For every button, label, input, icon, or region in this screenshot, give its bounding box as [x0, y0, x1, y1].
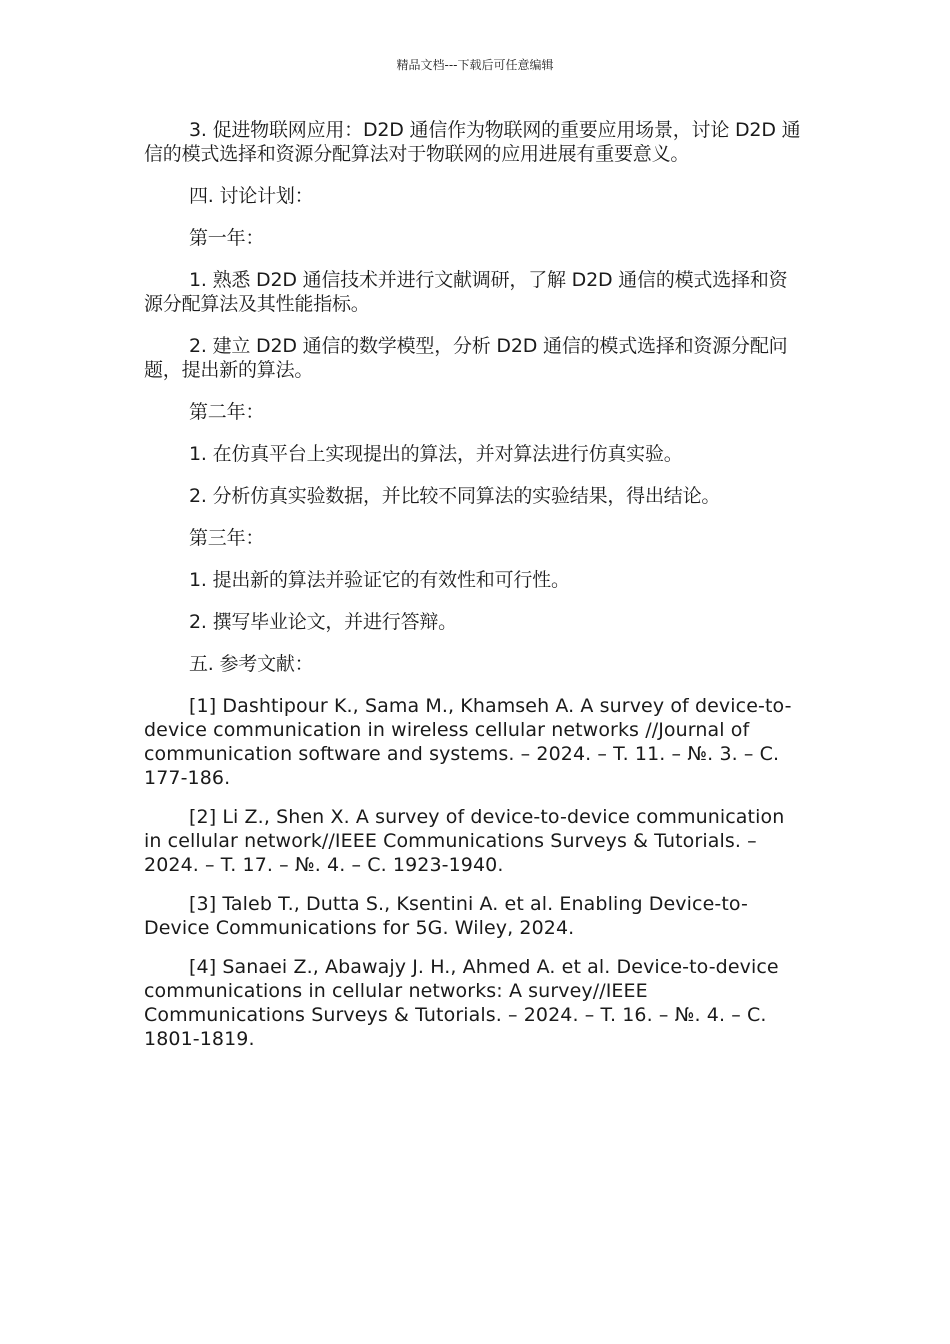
reference-item: [2] Li Z., Shen X. A survey of device-to-device communication in cellular network//IEEE Communications Surveys & Tutorials. – 2024. – T. 17. – №. 4. – C. 1923-1940.	[144, 806, 785, 876]
year-one-item-2: 2. 建立 D2D 通信的数学模型，分析 D2D 通信的模式选择和资源分配问题，提出新的算法。	[144, 335, 788, 381]
section-heading-references: 五. 参考文献：	[189, 653, 314, 675]
year-two-heading: 第二年：	[189, 401, 265, 423]
section-heading-plan: 四. 讨论计划：	[189, 185, 314, 207]
year-three-heading: 第三年：	[189, 527, 265, 549]
paragraph-iot-application: 3. 促进物联网应用：D2D 通信作为物联网的重要应用场景，讨论 D2D 通信的模式选择和资源分配算法对于物联网的应用进展有重要意义。	[144, 119, 801, 165]
year-three-item-1: 1. 提出新的算法并验证它的有效性和可行性。	[189, 569, 570, 591]
reference-item: [3] Taleb T., Dutta S., Ksentini A. et al. Enabling Device-to-Device Communications for 5G. Wiley, 2024.	[144, 893, 748, 939]
document-body	[144, 118, 806, 1066]
reference-item: [4] Sanaei Z., Abawajy J. H., Ahmed A. et al. Device-to-device communications in cellular networks: A survey//IEEE Communications Surveys & Tutorials. – 2024. – T. 16. – №. 4. – C. 1801-1819.	[144, 956, 779, 1050]
page-header: 精品文档---下载后可任意编辑	[396, 58, 554, 72]
year-one-item-1: 1. 熟悉 D2D 通信技术并进行文献调研，了解 D2D 通信的模式选择和资源分配算法及其性能指标。	[144, 269, 788, 315]
reference-list	[144, 694, 806, 1051]
year-one-heading: 第一年：	[189, 227, 265, 249]
year-three-item-2: 2. 撰写毕业论文，并进行答辩。	[189, 611, 457, 633]
year-two-item-1: 1. 在仿真平台上实现提出的算法，并对算法进行仿真实验。	[189, 443, 683, 465]
year-two-item-2: 2. 分析仿真实验数据，并比较不同算法的实验结果，得出结论。	[189, 485, 721, 507]
reference-item: [1] Dashtipour K., Sama M., Khamseh A. A survey of device-to-device communication in wireless cellular networks //Journal of communication software and systems. – 2024. – T. 11. – №. 3. – C. 177-186.	[144, 695, 792, 789]
